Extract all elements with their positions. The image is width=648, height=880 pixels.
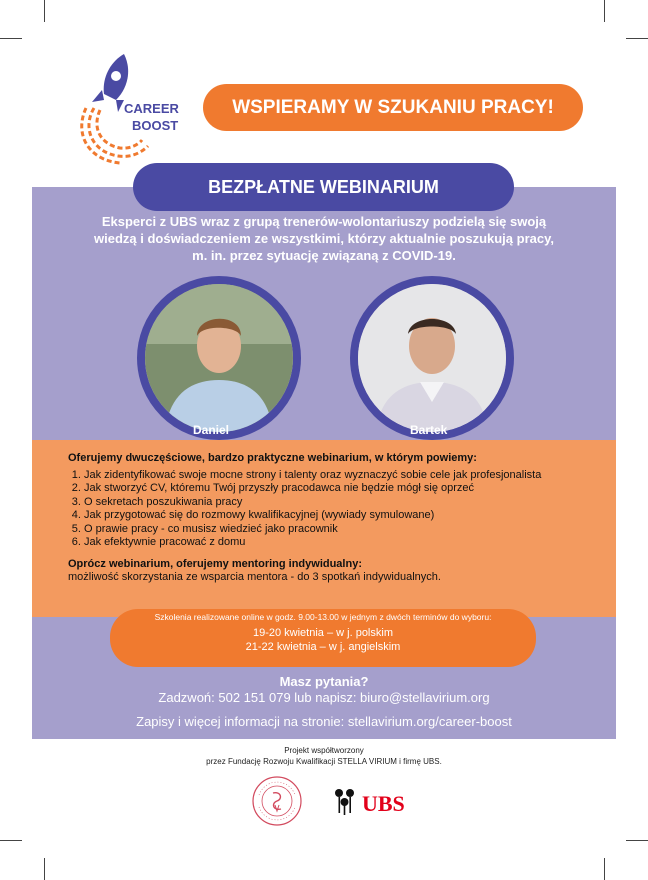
schedule-intro: Szkolenia realizowane online w godz. 9.00-13.00 w jednym z dwóch terminów do wyboru: [154,612,492,622]
schedule-term-2: 21-22 kwietnia – w j. angielskim [245,641,401,653]
speaker-name-bartek: Bartek [410,423,448,437]
ubs-logo-icon [330,784,420,818]
crop-mark-bl-h [0,840,22,841]
program-heading: Oferujemy dwuczęściowe, bardzo praktyczne webinarium, w którym powiemy: [68,452,477,464]
list-item: 2. Jak stworzyć CV, któremu Twój przyszły pracodawca nie będzie mógł się oprzeć [84,482,588,496]
logo-line-2: BOOST [132,118,179,133]
speaker-photo-bartek [350,276,514,440]
headline-banner: WSPIERAMY W SZUKANIU PRACY! [203,84,583,131]
logo-line-1: CAREER [124,101,179,116]
footer-line-2: przez Fundację Rozwoju Kwalifikacji STELLA VIRIUM i firmę UBS. [206,757,442,766]
crop-mark-bl-v [44,858,45,880]
signup-link[interactable]: Zapisy i więcej informacji na stronie: stellavirium.org/career-boost [136,714,512,729]
footer-line-1: Projekt współtworzony [284,746,364,755]
program-text [68,452,588,585]
mentoring-text: możliwość skorzystania ze wsparcia mentora - do 3 spotkań indywidualnych. [68,571,441,583]
intro-line: Eksperci z UBS wraz z grupą trenerów-wolontariuszy podzielą się swoją [101,214,547,229]
list-item: 1. Jak zidentyfikować swoje mocne strony i talenty oraz wyznaczyć sobie cele jak profesjonalista [84,469,588,483]
speaker-name-daniel: Daniel [193,423,230,437]
list-item: 6. Jak efektywnie pracować z domu [84,536,588,550]
stella-virium-seal-icon [251,775,303,827]
intro-line: m. in. przez sytuację związaną z COVID-19. [192,248,456,263]
crop-mark-br-h [626,840,648,841]
intro-text [60,213,588,264]
contact-heading: Masz pytania? [279,674,369,689]
list-item: 5. O prawie pracy - co musisz wiedzieć jako pracownik [84,523,588,537]
schedule-term-1: 19-20 kwietnia – w j. polskim [252,627,393,639]
speaker-photo-daniel [137,276,301,440]
crop-mark-br-v [604,858,605,880]
ubs-wordmark: UBS [362,791,405,816]
list-item: 4. Jak przygotować się do rozmowy kwalifikacyjnej (wywiady symulowane) [84,509,588,523]
list-item: 3. O sekretach poszukiwania pracy [84,496,588,510]
crop-mark-tr-h [626,38,648,39]
mentoring-heading: Oprócz webinarium, oferujemy mentoring indywidualny: [68,557,362,570]
intro-line: wiedzą i doświadczeniem ze wszystkimi, którzy aktualnie poszukują pracy, [94,231,554,246]
program-list [68,469,588,550]
webinar-title: BEZPŁATNE WEBINARIUM [133,163,514,211]
logo-wordmark [124,100,179,134]
crop-mark-tr-v [604,0,605,22]
crop-mark-tl-v [44,0,45,22]
schedule-box [110,609,536,667]
crop-mark-tl-h [0,38,22,39]
contact-line[interactable]: Zadzwoń: 502 151 079 lub napisz: biuro@stellavirium.org [158,690,490,705]
